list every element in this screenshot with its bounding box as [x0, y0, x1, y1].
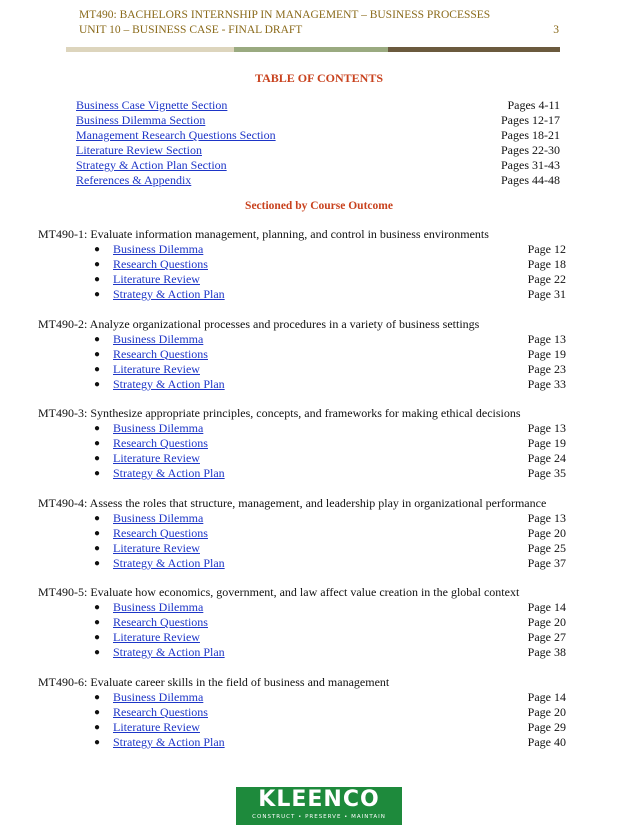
toc-link[interactable]: Literature Review Section [76, 142, 202, 157]
toc-link[interactable]: Strategy & Action Plan Section [76, 157, 227, 172]
toc-title: TABLE OF CONTENTS [254, 71, 384, 85]
outcome-link[interactable]: Business Dilemma [113, 242, 204, 256]
outcome-link[interactable]: Strategy & Action Plan [113, 734, 225, 749]
outcome-item [38, 362, 566, 377]
outcome-page: Page 18 [527, 257, 566, 271]
toc-pages: Pages 18-21 [501, 127, 560, 142]
outcome-link[interactable]: Strategy & Action Plan [113, 466, 225, 480]
outcome-link[interactable]: Business Dilemma [113, 421, 204, 435]
bullet-icon: ● [94, 333, 101, 345]
toc-pages: Pages 44-48 [501, 172, 560, 187]
bullet-icon: ● [94, 363, 101, 375]
toc-entry [76, 128, 560, 143]
outcome-page: Page 35 [527, 466, 566, 480]
outcome-link[interactable]: Research Questions [113, 436, 208, 450]
bullet-icon: ● [94, 378, 101, 390]
outcome-link[interactable]: Literature Review [113, 361, 200, 376]
outcome-item [38, 720, 566, 735]
header-divider [66, 47, 560, 52]
outcome-title: MT490-2: Analyze organizational processes and procedures in a variety of business settings [38, 316, 480, 331]
toc-entry [76, 143, 560, 158]
bullet-icon: ● [94, 423, 101, 434]
header-course-title: MT490: BACHELORS INTERNSHIP IN MANAGEMENT – BUSINESS PROCESSES [79, 9, 491, 21]
outcome-link[interactable]: Strategy & Action Plan [113, 376, 225, 391]
outcome-item [38, 347, 566, 362]
outcome-item [38, 526, 566, 541]
bullet-icon: ● [94, 468, 101, 479]
bullet-icon: ● [94, 602, 101, 613]
bullet-icon: ● [94, 274, 101, 285]
outcome-title: MT490-1: Evaluate information management, planning, and control in business environments [38, 227, 489, 241]
bullet-icon: ● [94, 453, 101, 464]
outcome-item [38, 615, 566, 630]
outcome-link[interactable]: Business Dilemma [113, 510, 204, 525]
header-unit-title: UNIT 10 – BUSINESS CASE - FINAL DRAFT [79, 24, 303, 36]
outcome-page: Page 27 [527, 630, 566, 644]
outcome-page: Page 19 [527, 346, 566, 361]
bullet-icon: ● [94, 289, 101, 300]
outcome-item [38, 332, 566, 347]
outcome-item [38, 287, 566, 302]
outcome-link[interactable]: Literature Review [113, 451, 200, 465]
outcome-page: Page 13 [527, 331, 566, 346]
outcome-link[interactable]: Research Questions [113, 704, 208, 719]
outcome-block [38, 496, 568, 571]
bullet-icon: ● [94, 557, 101, 569]
toc-entry [76, 98, 560, 113]
outcome-page: Page 33 [527, 376, 566, 391]
toc-link[interactable]: Management Research Questions Section [76, 127, 276, 142]
divider-segment [66, 47, 234, 52]
outcome-block [38, 406, 568, 481]
toc-entry [76, 173, 560, 188]
outcome-link[interactable]: Literature Review [113, 540, 200, 555]
outcome-link[interactable]: Literature Review [113, 630, 200, 644]
outcome-link[interactable]: Research Questions [113, 525, 208, 540]
bullet-icon: ● [94, 542, 101, 554]
bullet-icon: ● [94, 647, 101, 658]
toc-entry [76, 158, 560, 173]
outcome-list [38, 227, 568, 764]
toc-link[interactable]: References & Appendix [76, 172, 192, 187]
outcome-block [38, 317, 568, 392]
toc-pages: Pages 22-30 [501, 142, 560, 157]
outcome-title: MT490-3: Synthesize appropriate principles, concepts, and frameworks for making ethical decisions [38, 406, 521, 420]
outcome-page: Page 25 [527, 540, 566, 555]
outcome-item [38, 451, 566, 466]
outcome-link[interactable]: Literature Review [113, 272, 200, 286]
toc-section-list [76, 98, 560, 187]
outcome-link[interactable]: Strategy & Action Plan [113, 287, 225, 301]
outcome-item [38, 645, 566, 660]
outcome-page: Page 20 [527, 704, 566, 719]
outcome-link[interactable]: Business Dilemma [113, 331, 204, 346]
outcome-page: Page 20 [527, 615, 566, 629]
bullet-icon: ● [94, 706, 101, 718]
outcome-block [38, 675, 568, 750]
outcome-link[interactable]: Strategy & Action Plan [113, 555, 225, 570]
bullet-icon: ● [94, 438, 101, 449]
outcome-item [38, 541, 566, 556]
outcome-page: Page 31 [527, 287, 566, 301]
outcome-item [38, 735, 566, 750]
outcome-link[interactable]: Business Dilemma [113, 600, 204, 614]
bullet-icon: ● [94, 617, 101, 628]
outcome-item [38, 242, 566, 257]
toc-pages: Pages 12-17 [501, 112, 560, 127]
outcome-item [38, 705, 566, 720]
outcome-page: Page 13 [527, 510, 566, 525]
outcome-item [38, 377, 566, 392]
outcome-block [38, 227, 568, 302]
bullet-icon: ● [94, 244, 101, 255]
outcome-page: Page 37 [527, 555, 566, 570]
bullet-icon: ● [94, 348, 101, 360]
divider-segment [234, 47, 388, 52]
outcome-page: Page 24 [527, 451, 566, 465]
outcome-item [38, 630, 566, 645]
bullet-icon: ● [94, 632, 101, 643]
outcome-link[interactable]: Research Questions [113, 257, 208, 271]
outcome-link[interactable]: Business Dilemma [113, 689, 204, 704]
logo-brand: KLEENCO [258, 787, 380, 812]
outcome-item [38, 690, 566, 705]
toc-pages: Pages 31-43 [501, 157, 560, 172]
outcome-item [38, 556, 566, 571]
outcome-item [38, 272, 566, 287]
outcome-title: MT490-4: Assess the roles that structure, management, and leadership play in organizational performance [38, 495, 547, 510]
bullet-icon: ● [94, 512, 101, 524]
outcome-title: MT490-6: Evaluate career skills in the field of business and management [38, 674, 390, 689]
toc-link[interactable]: Business Dilemma Section [76, 112, 206, 127]
outcome-link[interactable]: Research Questions [113, 615, 208, 629]
outcome-page: Page 40 [527, 734, 566, 749]
outcome-title: MT490-5: Evaluate how economics, government, and law affect value creation in the global context [38, 585, 520, 599]
toc-link[interactable]: Business Case Vignette Section [76, 98, 228, 112]
outcome-link[interactable]: Strategy & Action Plan [113, 645, 225, 659]
logo-tagline: CONSTRUCT • PRESERVE • MAINTAIN [252, 814, 386, 820]
outcome-section-title: Sectioned by Course Outcome [245, 200, 393, 212]
divider-segment [388, 47, 560, 52]
outcome-item [38, 257, 566, 272]
outcome-page: Page 13 [527, 421, 566, 435]
outcome-page: Page 12 [527, 242, 566, 256]
outcome-link[interactable]: Research Questions [113, 346, 208, 361]
outcome-page: Page 14 [527, 689, 566, 704]
outcome-item [38, 421, 566, 436]
page-number: 3 [553, 24, 559, 36]
outcome-item [38, 436, 566, 451]
bullet-icon: ● [94, 527, 101, 539]
outcome-item [38, 511, 566, 526]
outcome-link[interactable]: Literature Review [113, 719, 200, 734]
outcome-item [38, 600, 566, 615]
outcome-item [38, 466, 566, 481]
bullet-icon: ● [94, 259, 101, 270]
outcome-page: Page 22 [527, 272, 566, 286]
outcome-page: Page 19 [527, 436, 566, 450]
outcome-block [38, 585, 568, 660]
toc-pages: Pages 4-11 [507, 98, 560, 112]
toc-entry [76, 113, 560, 128]
outcome-page: Page 14 [527, 600, 566, 614]
outcome-page: Page 38 [527, 645, 566, 659]
company-logo [236, 787, 402, 825]
bullet-icon: ● [94, 721, 101, 733]
bullet-icon: ● [94, 691, 101, 703]
outcome-page: Page 20 [527, 525, 566, 540]
outcome-page: Page 23 [527, 361, 566, 376]
bullet-icon: ● [94, 736, 101, 748]
page-header [79, 8, 559, 38]
outcome-page: Page 29 [527, 719, 566, 734]
